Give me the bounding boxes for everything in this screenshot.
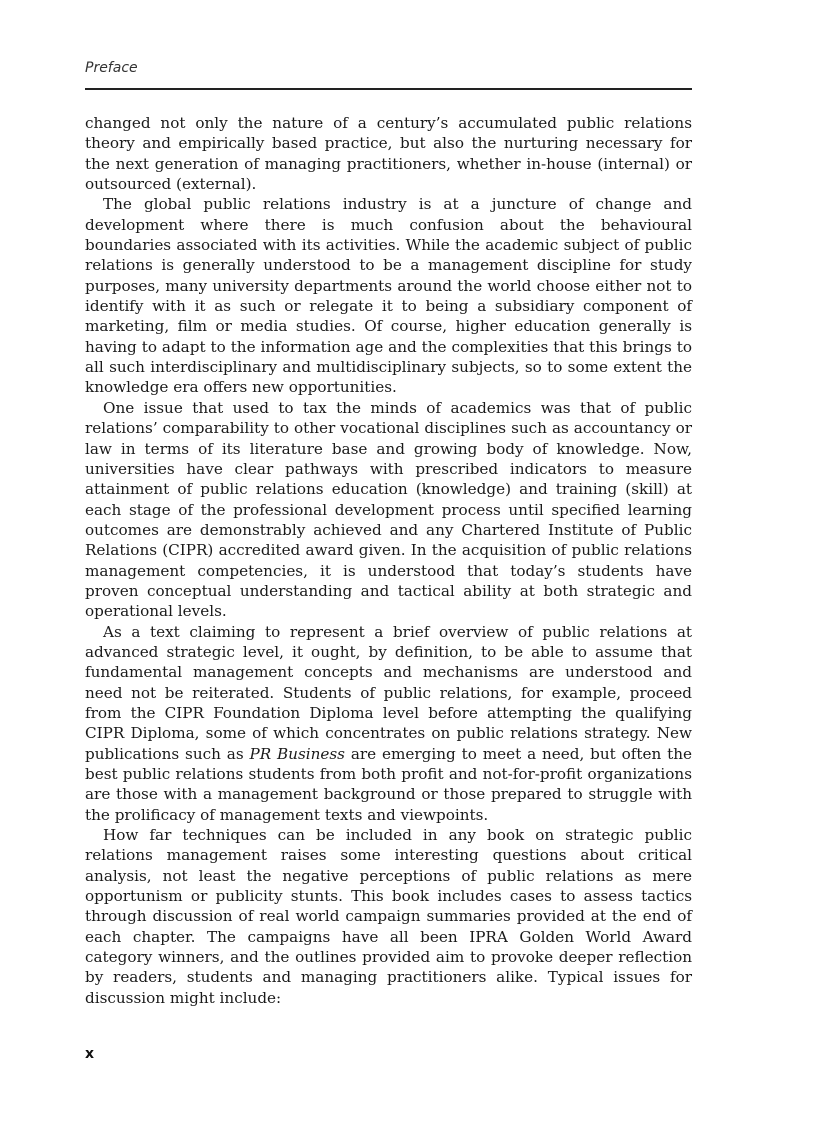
publication-title: PR Business [249, 744, 345, 763]
paragraph-industry-juncture: The global public relations industry is at a juncture of change and development where there is much confusion about the behavioural boundaries associated with its activities. While the academic subject of public relations is generally understood to be a management discipline for study purposes, many university departments around the world choose either not to identify with it as such or relegate it to being a subsidiary component of marketing, film or media studies. Of course, higher education generally is having to adapt to the information age and the complexities that this brings to all such interdisciplinary and multidisciplinary subjects, so to some extent the knowledge era offers new opportunities. [85, 195, 692, 397]
running-head: Preface [85, 60, 138, 76]
paragraph-continuation: changed not only the nature of a century’s accumulated public relations theory and empirically based practice, but also the nurturing necessary for the next generation of managing practitioners, whether in-house (internal) or outsourced (external). [85, 114, 692, 194]
body-text [85, 113, 692, 1008]
page-number: x [85, 1046, 95, 1062]
paragraph-text-part: As a text claiming to represent a brief overview of public relations at advanced strategic level, it ought, by definition, to be able to assume that fundamental management concepts and mechanisms are understood and need not be reiterated. Students of public relations, for example, proceed from the CIPR Foundation Diploma level before attempting the qualifying CIPR Diploma, some of which concentrates on public relations strategy. New publications such as [85, 622, 692, 763]
paragraph-academic-issue: One issue that used to tax the minds of academics was that of public relations’ comparability to other vocational disciplines such as accountancy or law in terms of its literature base and growing body of knowledge. Now, universities have clear pathways with prescribed indicators to measure attainment of public relations education (knowledge) and training (skill) at each stage of the professional development process until specified learning outcomes are demonstrably achieved and any Chartered Institute of Public Relations (CIPR) accredited award given. In the acquisition of public relations management competencies, it is understood that today’s students have proven conceptual understanding and tactical ability at both strategic and operational levels. [85, 398, 692, 621]
header-rule [85, 88, 692, 90]
paragraph-strategic-text [85, 622, 692, 825]
paragraph-text-part: are emerging to meet a need, but often the best public relations students from both profit and not-for-profit organizations are those with a management background or those prepared to struggle with the prolificacy of management texts and viewpoints. [85, 744, 693, 824]
paragraph-techniques: How far techniques can be included in any book on strategic public relations management raises some interesting questions about critical analysis, not least the negative perceptions of public relations as mere opportunism or publicity stunts. This book includes cases to assess tactics through discussion of real world campaign summaries provided at the end of each chapter. The campaigns have all been IPRA Golden World Award category winners, and the outlines provided aim to provoke deeper reflection by readers, students and managing practitioners alike. Typical issues for discussion might include: [85, 826, 692, 1007]
